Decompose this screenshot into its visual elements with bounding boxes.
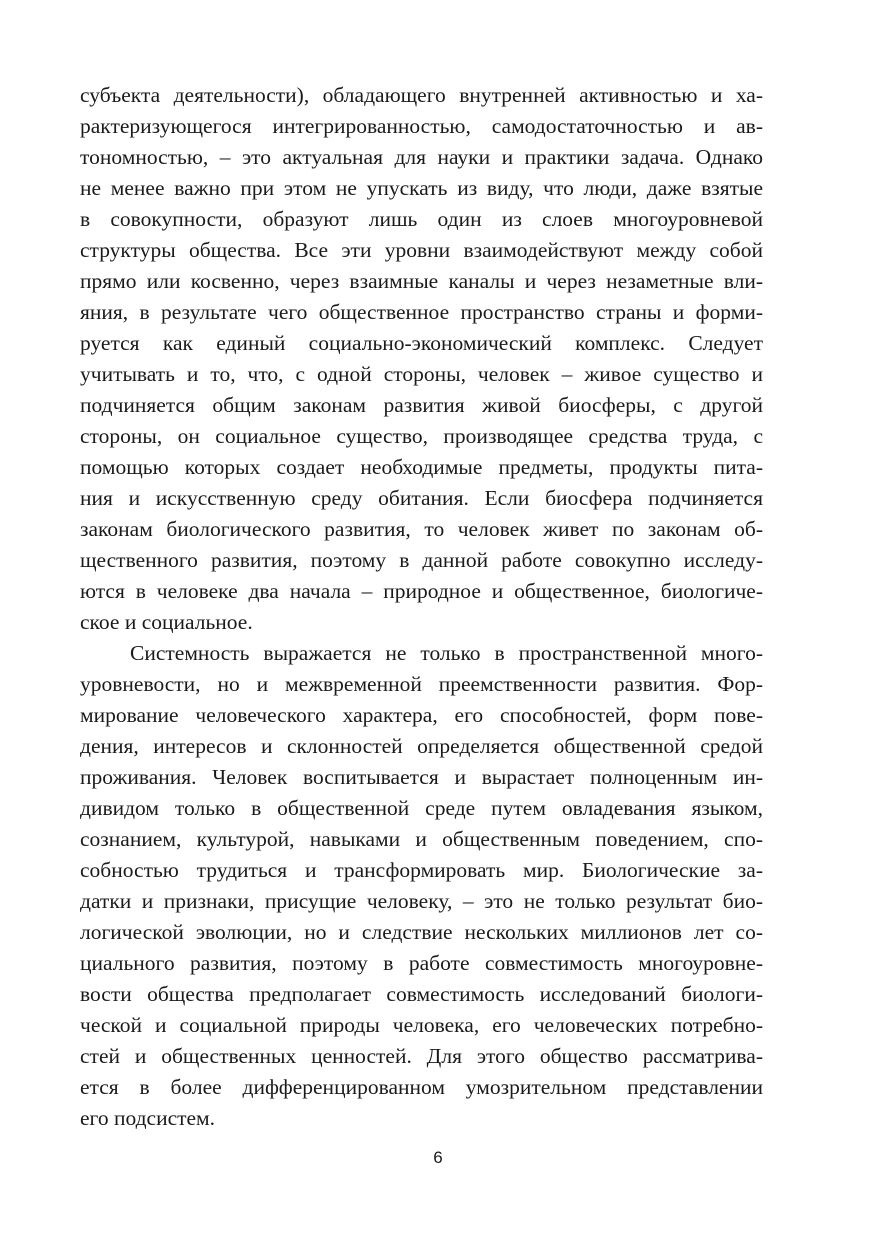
text-line: ческой и социальной природы человека, его человеческих потребно- (80, 1013, 763, 1037)
text-line: учитывать и то, что, с одной стороны, человек – живое существо и (80, 362, 763, 386)
text-line: руется как единый социально-экономический комплекс. Следует (80, 331, 763, 355)
text-line: его подсистем. (80, 1106, 216, 1130)
text-line: щественного развития, поэтому в данной работе совокупно исследу- (80, 548, 763, 572)
text-line: законам биологического развития, то человек живет по законам об- (80, 517, 763, 541)
text-line: субъекта деятельности), обладающего внутренней активностью и ха- (80, 83, 763, 107)
body-text (80, 80, 763, 1134)
text-line: яния, в результате чего общественное пространство страны и форми- (80, 300, 763, 324)
text-line: прямо или косвенно, через взаимные каналы и через незаметные вли- (80, 269, 763, 293)
text-line: структуры общества. Все эти уровни взаимодействуют между собой (80, 238, 763, 262)
text-line: дения, интересов и склонностей определяется общественной средой (80, 734, 763, 758)
text-line: подчиняется общим законам развития живой биосферы, с другой (80, 393, 763, 417)
text-line: датки и признаки, присущие человеку, – это не только результат био- (80, 889, 763, 913)
text-line: ское и социальное. (80, 610, 253, 634)
text-line: логической эволюции, но и следствие нескольких миллионов лет со- (80, 920, 763, 944)
text-line: вости общества предполагает совместимость исследований биологи- (80, 982, 763, 1006)
text-line: проживания. Человек воспитывается и вырастает полноценным ин- (80, 765, 763, 789)
text-line: рактеризующегося интегрированностью, самодостаточностью и ав- (80, 114, 763, 138)
text-line: ется в более дифференцированном умозрительном представлении (80, 1075, 763, 1099)
paragraph (80, 80, 763, 638)
text-line: мирование человеческого характера, его способностей, форм пове- (80, 703, 763, 727)
text-line: помощью которых создает необходимые предметы, продукты пита- (80, 455, 763, 479)
text-line: сознанием, культурой, навыками и общественным поведением, спо- (80, 827, 763, 851)
text-line: собностью трудиться и трансформировать мир. Биологические за- (80, 858, 763, 882)
text-line: Системность выражается не только в пространственной много- (130, 641, 763, 665)
text-line: ются в человеке два начала – природное и общественное, биологиче- (80, 579, 763, 603)
paragraph (80, 638, 763, 1134)
text-line: ния и искусственную среду обитания. Если биосфера подчиняется (80, 486, 763, 510)
text-line: стороны, он социальное существо, производящее средства труда, с (80, 424, 763, 448)
text-line: уровневости, но и межвременной преемственности развития. Фор- (80, 672, 763, 696)
text-line: в совокупности, образуют лишь один из слоев многоуровневой (80, 207, 763, 231)
text-line: не менее важно при этом не упускать из виду, что люди, даже взятые (80, 176, 763, 200)
text-line: дивидом только в общественной среде путем овладевания языком, (80, 796, 763, 820)
text-line: циального развития, поэтому в работе совместимость многоуровне- (80, 951, 763, 975)
text-line: тономностью, – это актуальная для науки и практики задача. Однако (80, 145, 763, 169)
text-line: стей и общественных ценностей. Для этого общество рассматрива- (80, 1044, 763, 1068)
page-number: 6 (433, 1148, 443, 1167)
